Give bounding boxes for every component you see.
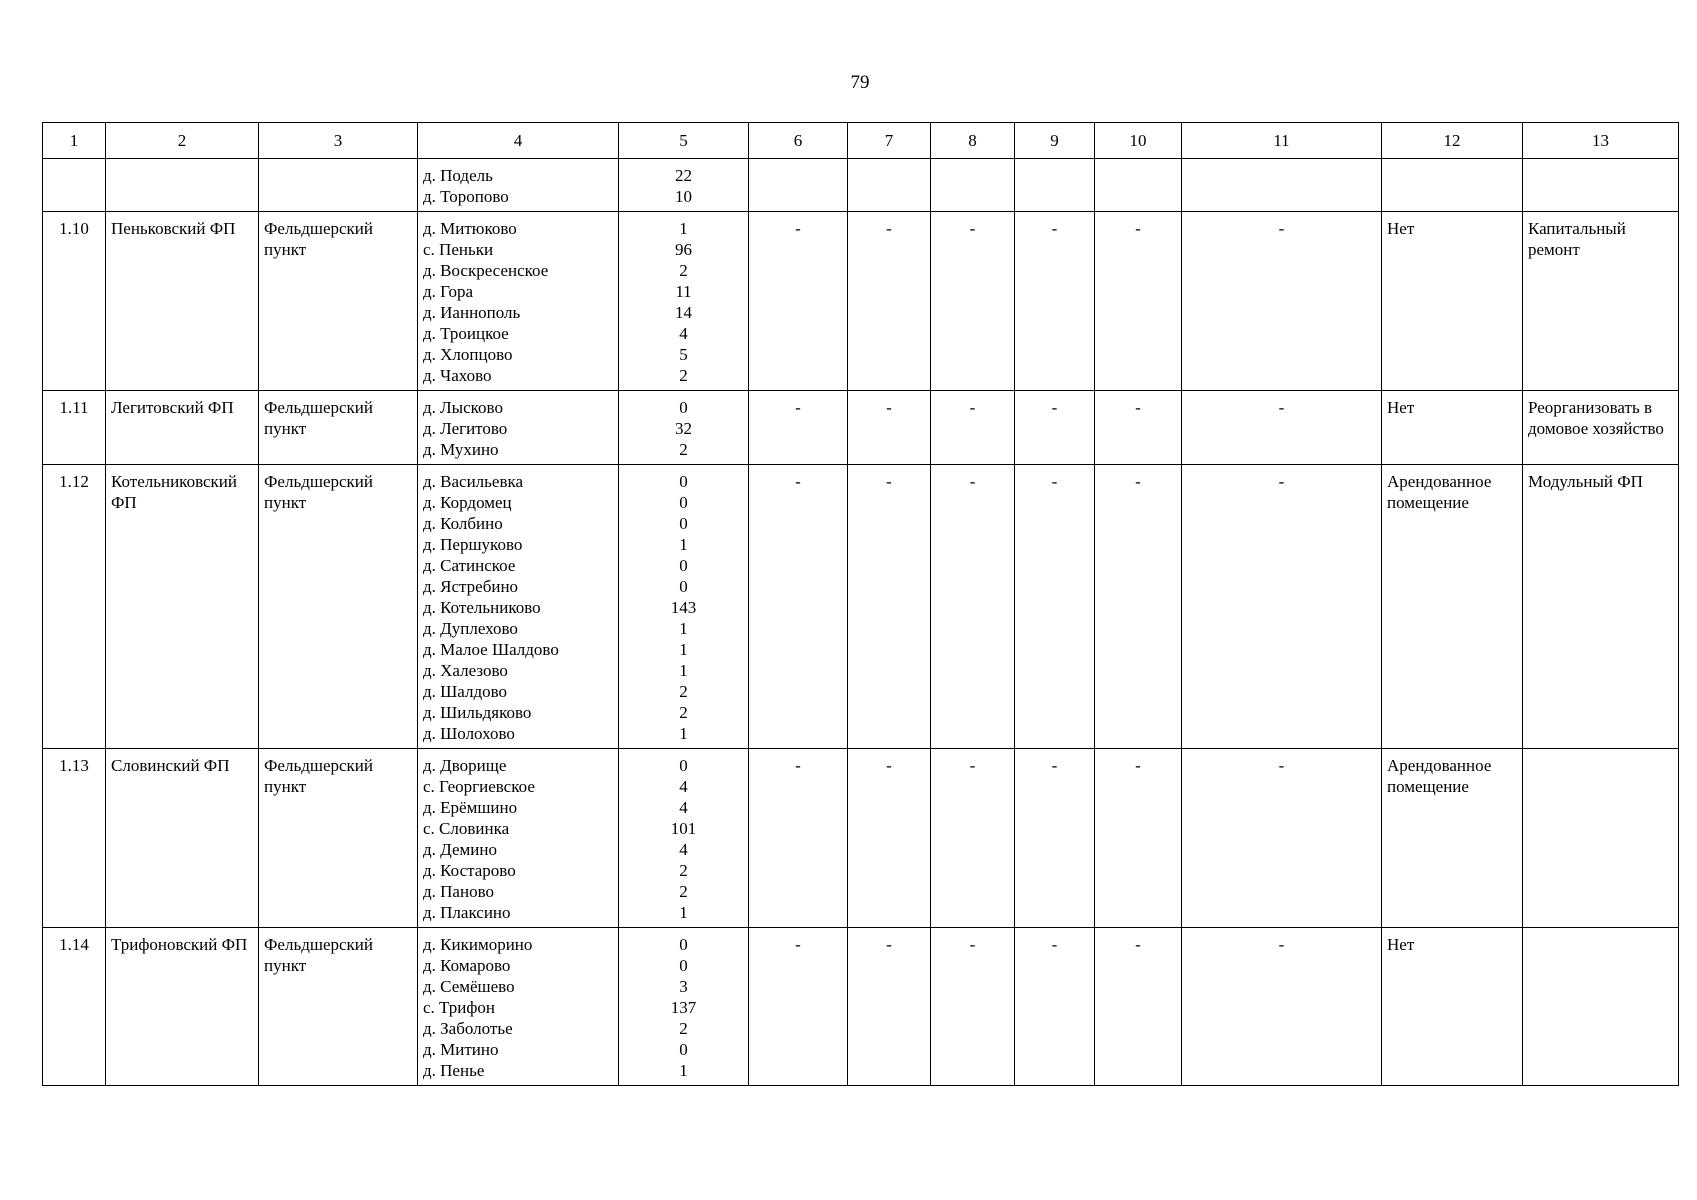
dash-cell-text: - <box>886 219 892 238</box>
dash-cell <box>1095 465 1182 749</box>
column-header: 8 <box>931 123 1015 159</box>
population-cell-item: 2 <box>679 261 688 280</box>
dash-cell <box>931 391 1015 465</box>
population-cell-item: 32 <box>675 419 692 438</box>
dash-cell <box>848 212 931 391</box>
settlements-cell <box>418 212 619 391</box>
table-row <box>43 749 1679 928</box>
population-cell-item: 0 <box>679 493 688 512</box>
population-cell-item: 0 <box>679 472 688 491</box>
facility-name-cell-text: Трифоновский ФП <box>111 935 248 954</box>
dash-cell <box>749 749 848 928</box>
dash-cell <box>1095 212 1182 391</box>
population-cell-item: 2 <box>679 1019 688 1038</box>
dash-cell-text: - <box>1135 472 1141 491</box>
settlements-cell <box>418 465 619 749</box>
dash-cell <box>1015 212 1095 391</box>
dash-cell-text: - <box>886 472 892 491</box>
row-number-cell <box>43 465 106 749</box>
dash-cell <box>1095 749 1182 928</box>
settlements-cell-item: д. Шалдово <box>423 682 508 701</box>
population-cell <box>619 212 749 391</box>
dash-cell-text: - <box>886 756 892 775</box>
settlements-cell-item: д. Колбино <box>423 514 503 533</box>
premises-cell <box>1382 391 1523 465</box>
proposal-cell <box>1523 749 1679 928</box>
settlements-cell-item: д. Ерёмшино <box>423 798 518 817</box>
facility-type-cell-text: Фельдшерский пункт <box>264 398 373 438</box>
facilities-table <box>42 122 1679 1086</box>
premises-cell-text: Нет <box>1387 398 1415 417</box>
facility-type-cell-text: Фельдшерский пункт <box>264 935 373 975</box>
dash-cell-text: - <box>1051 756 1058 775</box>
settlements-cell-item: д. Дуплехово <box>423 619 518 638</box>
premises-cell-text: Арендованное помещение <box>1387 756 1492 796</box>
row-number-cell <box>43 159 106 212</box>
row-number-cell-text: 1.11 <box>59 398 89 417</box>
dash-cell-text: - <box>969 935 976 954</box>
population-cell-item: 0 <box>679 956 688 975</box>
premises-cell <box>1382 928 1523 1086</box>
population-cell-item: 101 <box>670 819 697 838</box>
population-cell-item: 0 <box>679 1040 688 1059</box>
dash-cell <box>749 465 848 749</box>
facility-type-cell <box>259 159 418 212</box>
dash-cell <box>1015 159 1095 212</box>
population-cell-item: 1 <box>679 903 688 922</box>
column-header: 9 <box>1015 123 1095 159</box>
dash-cell <box>1015 391 1095 465</box>
column-header: 12 <box>1382 123 1523 159</box>
dash-cell <box>931 465 1015 749</box>
dash-cell <box>1015 749 1095 928</box>
facility-name-cell <box>106 159 259 212</box>
facility-type-cell-text: Фельдшерский пункт <box>264 472 373 512</box>
dash-cell <box>848 465 931 749</box>
settlements-cell-item: д. Заболотье <box>423 1019 513 1038</box>
dash-cell <box>749 212 848 391</box>
dash-cell-text: - <box>795 472 801 491</box>
facility-name-cell <box>106 928 259 1086</box>
facility-name-cell-text: Пеньковский ФП <box>111 219 236 238</box>
facility-name-cell-text: Легитовский ФП <box>111 398 234 417</box>
settlements-cell-item: с. Пеньки <box>423 240 494 259</box>
settlements-cell-item: д. Малое Шалдово <box>423 640 559 659</box>
population-cell-item: 1 <box>679 724 688 743</box>
dash-cell-text: - <box>1278 756 1285 775</box>
premises-cell <box>1382 749 1523 928</box>
population-cell-item: 137 <box>670 998 697 1017</box>
premises-cell-text: Нет <box>1387 935 1415 954</box>
dash-cell-text: - <box>795 219 801 238</box>
premises-cell-text: Нет <box>1387 219 1415 238</box>
population-cell-item: 2 <box>679 703 688 722</box>
dash-cell <box>848 928 931 1086</box>
settlements-cell-item: д. Шолохово <box>423 724 515 743</box>
column-header: 2 <box>106 123 259 159</box>
population-cell-item: 0 <box>679 935 688 954</box>
settlements-cell-item: д. Демино <box>423 840 497 859</box>
population-cell-item: 1 <box>679 619 688 638</box>
facility-type-cell <box>259 749 418 928</box>
dash-cell-text: - <box>1135 398 1141 417</box>
settlements-cell-item: д. Митино <box>423 1040 499 1059</box>
premises-cell <box>1382 465 1523 749</box>
settlements-cell-item: д. Лысково <box>423 398 503 417</box>
dash-cell <box>749 928 848 1086</box>
facility-name-cell-text: Словинский ФП <box>111 756 230 775</box>
table-row <box>43 159 1679 212</box>
population-cell-item: 1 <box>679 219 688 238</box>
dash-cell <box>848 159 931 212</box>
population-cell-item: 4 <box>679 840 688 859</box>
facility-name-cell <box>106 465 259 749</box>
settlements-cell <box>418 928 619 1086</box>
column-header: 6 <box>749 123 848 159</box>
column-header: 10 <box>1095 123 1182 159</box>
dash-cell <box>1182 391 1382 465</box>
table-row <box>43 465 1679 749</box>
dash-cell-text: - <box>1278 935 1285 954</box>
facility-type-cell-text: Фельдшерский пункт <box>264 756 373 796</box>
dash-cell-text: - <box>795 756 801 775</box>
column-header: 1 <box>43 123 106 159</box>
facility-type-cell-text: Фельдшерский пункт <box>264 219 373 259</box>
population-cell-item: 3 <box>679 977 688 996</box>
facility-name-cell-text: Котельниковский ФП <box>111 472 237 512</box>
dash-cell <box>1015 928 1095 1086</box>
proposal-cell-text: Капитальный ремонт <box>1528 219 1626 259</box>
population-cell-item: 11 <box>675 282 692 301</box>
dash-cell <box>1182 159 1382 212</box>
proposal-cell <box>1523 212 1679 391</box>
dash-cell-text: - <box>1051 935 1058 954</box>
proposal-cell <box>1523 159 1679 212</box>
population-cell-item: 0 <box>679 756 688 775</box>
population-cell <box>619 928 749 1086</box>
settlements-cell-item: д. Халезово <box>423 661 508 680</box>
dash-cell <box>749 391 848 465</box>
population-cell-item: 5 <box>679 345 688 364</box>
settlements-cell-item: д. Кордомец <box>423 493 512 512</box>
settlements-cell-item: д. Першуково <box>423 535 523 554</box>
population-cell-item: 143 <box>670 598 697 617</box>
population-cell-item: 14 <box>675 303 692 322</box>
settlements-cell-item: д. Комарово <box>423 956 511 975</box>
dash-cell <box>1095 928 1182 1086</box>
settlements-cell-item: д. Сатинское <box>423 556 516 575</box>
settlements-cell-item: д. Плаксино <box>423 903 511 922</box>
column-header: 11 <box>1182 123 1382 159</box>
population-cell-item: 1 <box>679 640 688 659</box>
dash-cell <box>749 159 848 212</box>
table-row <box>43 212 1679 391</box>
dash-cell-text: - <box>1135 756 1141 775</box>
dash-cell-text: - <box>969 398 976 417</box>
column-header: 13 <box>1523 123 1679 159</box>
settlements-cell <box>418 159 619 212</box>
population-cell-item: 0 <box>679 398 688 417</box>
population-cell-item: 0 <box>679 577 688 596</box>
dash-cell <box>931 749 1015 928</box>
population-cell <box>619 391 749 465</box>
dash-cell <box>931 212 1015 391</box>
population-cell-item: 2 <box>679 882 688 901</box>
settlements-cell-item: д. Семёшево <box>423 977 515 996</box>
column-header: 4 <box>418 123 619 159</box>
settlements-cell-item: д. Васильевка <box>423 472 524 491</box>
settlements-cell-item: д. Ястребино <box>423 577 519 596</box>
settlements-cell-item: д. Шильдяково <box>423 703 532 722</box>
population-cell-item: 2 <box>679 440 688 459</box>
facility-name-cell <box>106 749 259 928</box>
population-cell-item: 2 <box>679 861 688 880</box>
facility-name-cell <box>106 212 259 391</box>
settlements-cell-item: д. Торопово <box>423 187 509 206</box>
dash-cell-text: - <box>886 935 892 954</box>
dash-cell-text: - <box>1051 398 1058 417</box>
settlements-cell-item: д. Чахово <box>423 366 492 385</box>
dash-cell <box>1182 212 1382 391</box>
settlements-cell-item: с. Трифон <box>423 998 495 1017</box>
population-cell-item: 2 <box>679 366 688 385</box>
population-cell-item: 10 <box>675 187 692 206</box>
dash-cell <box>1095 159 1182 212</box>
facility-type-cell <box>259 391 418 465</box>
dash-cell-text: - <box>795 398 801 417</box>
dash-cell-text: - <box>1051 219 1058 238</box>
population-cell-item: 0 <box>679 556 688 575</box>
column-header: 5 <box>619 123 749 159</box>
dash-cell <box>1182 749 1382 928</box>
settlements-cell <box>418 749 619 928</box>
dash-cell <box>1182 465 1382 749</box>
settlements-cell-item: д. Троицкое <box>423 324 509 343</box>
dash-cell <box>931 159 1015 212</box>
settlements-cell-item: д. Воскресенское <box>423 261 549 280</box>
proposal-cell <box>1523 391 1679 465</box>
column-header: 3 <box>259 123 418 159</box>
dash-cell <box>1015 465 1095 749</box>
settlements-cell-item: д. Паново <box>423 882 494 901</box>
dash-cell <box>1095 391 1182 465</box>
dash-cell-text: - <box>969 472 976 491</box>
settlements-cell <box>418 391 619 465</box>
settlements-cell-item: д. Подель <box>423 166 493 185</box>
settlements-cell-item: д. Митюково <box>423 219 517 238</box>
population-cell-item: 96 <box>675 240 692 259</box>
column-header: 7 <box>848 123 931 159</box>
proposal-cell <box>1523 465 1679 749</box>
population-cell-item: 4 <box>679 324 688 343</box>
population-cell-item: 0 <box>679 514 688 533</box>
dash-cell-text: - <box>886 398 892 417</box>
settlements-cell-item: д. Пенье <box>423 1061 485 1080</box>
proposal-cell <box>1523 928 1679 1086</box>
page-number: 79 <box>850 72 870 93</box>
settlements-cell-item: д. Ианнополь <box>423 303 521 322</box>
row-number-cell <box>43 928 106 1086</box>
dash-cell-text: - <box>969 756 976 775</box>
dash-cell <box>848 391 931 465</box>
settlements-cell-item: с. Георгиевское <box>423 777 535 796</box>
population-cell-item: 4 <box>679 798 688 817</box>
dash-cell-text: - <box>1135 935 1141 954</box>
dash-cell <box>1182 928 1382 1086</box>
row-number-cell-text: 1.10 <box>59 219 89 238</box>
dash-cell <box>848 749 931 928</box>
dash-cell-text: - <box>1278 472 1285 491</box>
row-number-cell <box>43 391 106 465</box>
settlements-cell-item: д. Мухино <box>423 440 499 459</box>
population-cell-item: 1 <box>679 535 688 554</box>
header-row <box>43 123 1679 159</box>
facility-type-cell <box>259 465 418 749</box>
proposal-cell-text: Реорганизовать в домовое хозяйство <box>1528 398 1664 438</box>
facility-type-cell <box>259 928 418 1086</box>
table-body <box>43 159 1679 1086</box>
population-cell <box>619 749 749 928</box>
premises-cell <box>1382 212 1523 391</box>
table-row <box>43 928 1679 1086</box>
settlements-cell-item: д. Легитово <box>423 419 508 438</box>
dash-cell-text: - <box>795 935 801 954</box>
dash-cell-text: - <box>1051 472 1058 491</box>
population-cell <box>619 465 749 749</box>
settlements-cell-item: д. Костарово <box>423 861 516 880</box>
settlements-cell-item: д. Кикиморино <box>423 935 533 954</box>
settlements-cell-item: д. Хлопцово <box>423 345 513 364</box>
population-cell-item: 1 <box>679 1061 688 1080</box>
facility-name-cell <box>106 391 259 465</box>
table-row <box>43 391 1679 465</box>
population-cell-item: 22 <box>675 166 692 185</box>
population-cell-item: 2 <box>679 682 688 701</box>
settlements-cell-item: д. Гора <box>423 282 474 301</box>
facility-type-cell <box>259 212 418 391</box>
population-cell-item: 1 <box>679 661 688 680</box>
settlements-cell-item: д. Дворище <box>423 756 507 775</box>
row-number-cell-text: 1.13 <box>59 756 89 775</box>
premises-cell-text: Арендованное помещение <box>1387 472 1492 512</box>
dash-cell-text: - <box>1278 398 1285 417</box>
settlements-cell-item: с. Словинка <box>423 819 510 838</box>
settlements-cell-item: д. Котельниково <box>423 598 541 617</box>
proposal-cell-text: Модульный ФП <box>1528 472 1643 491</box>
dash-cell-text: - <box>1135 219 1141 238</box>
row-number-cell-text: 1.14 <box>59 935 89 954</box>
population-cell-item: 4 <box>679 777 688 796</box>
dash-cell-text: - <box>969 219 976 238</box>
population-cell <box>619 159 749 212</box>
dash-cell-text: - <box>1278 219 1285 238</box>
premises-cell <box>1382 159 1523 212</box>
row-number-cell <box>43 749 106 928</box>
row-number-cell-text: 1.12 <box>59 472 89 491</box>
row-number-cell <box>43 212 106 391</box>
dash-cell <box>931 928 1015 1086</box>
